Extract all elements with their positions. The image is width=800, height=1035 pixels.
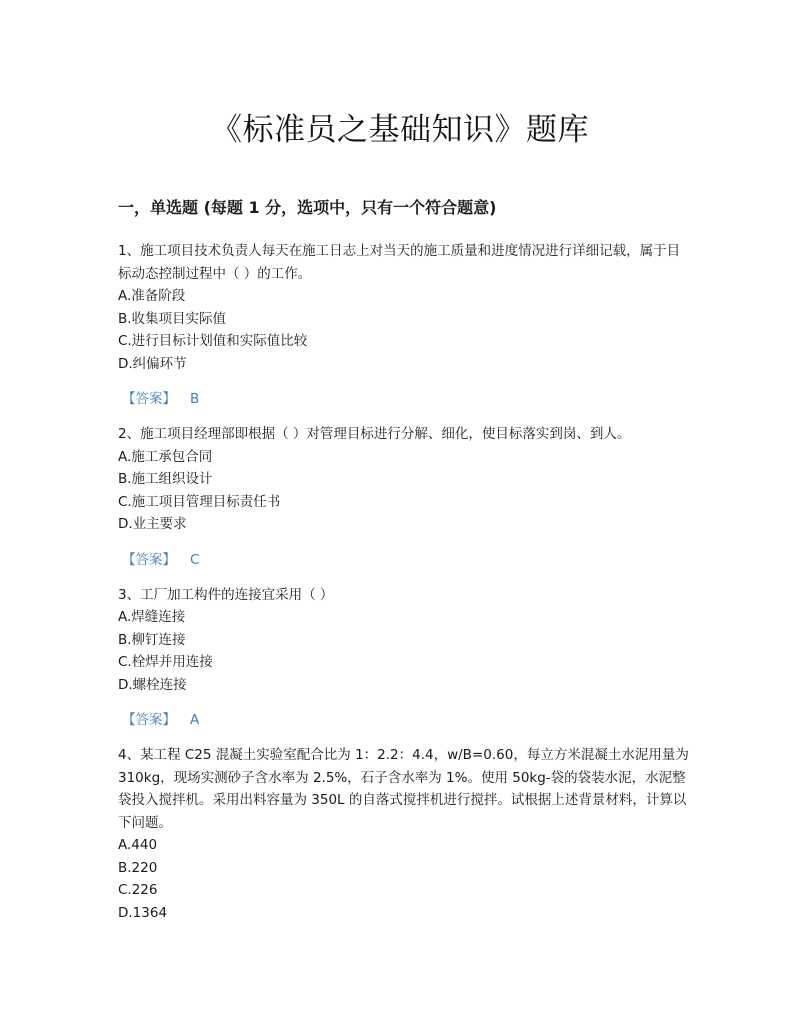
document-title: 《标准员之基础知识》题库 xyxy=(211,112,589,148)
answer-line xyxy=(122,549,690,571)
section-heading: 一，单选题 (每题 1 分，选项中，只有一个符合题意) xyxy=(118,198,497,217)
answer-value: C xyxy=(190,551,200,568)
question-2 xyxy=(118,423,690,571)
question-stem: 4、某工程 C25 混凝土实验室配合比为 1：2.2：4.4，w/B=0.60，每立方米混凝土水泥用量为 310kg，现场实测砂子含水率为 2.5%，石子含水率为 1%。使用 50kg-袋的袋装水泥，水泥整袋投入搅拌机。采用出料容量为 350L 的自落式搅拌机进行搅拌。试根据上述背景材料，计算以下问题。 xyxy=(118,747,689,831)
question-3 xyxy=(118,584,690,732)
question-stem: 1、施工项目技术负责人每天在施工日志上对当天的施工质量和进度情况进行详细记载，属于目标动态控制过程中（ ）的工作。 xyxy=(118,243,681,282)
answer-line xyxy=(122,709,690,731)
question-stem: 3、工厂加工构件的连接宜采用（ ） xyxy=(118,586,334,603)
option-d: D.螺栓连接 xyxy=(118,676,187,693)
option-b: B.220 xyxy=(118,859,158,876)
answer-label: 【答案】 xyxy=(122,712,176,728)
option-a: A.准备阶段 xyxy=(118,288,186,304)
question-1 xyxy=(118,240,690,410)
option-a: A.施工承包合同 xyxy=(118,448,213,465)
option-b: B.柳钉连接 xyxy=(118,631,186,648)
answer-label: 【答案】 xyxy=(122,551,176,568)
option-c: C.进行目标计划值和实际值比较 xyxy=(118,333,308,349)
answer-line xyxy=(122,388,690,410)
answer-value: A xyxy=(190,712,200,728)
option-c: C.施工项目管理目标责任书 xyxy=(118,493,281,510)
option-c: C.226 xyxy=(118,882,158,898)
answer-label: 【答案】 xyxy=(122,391,176,407)
question-list xyxy=(118,240,690,924)
question-stem: 2、施工项目经理部即根据（ ）对管理目标进行分解、细化，使目标落实到岗、到人。 xyxy=(118,426,631,442)
option-c: C.栓焊并用连接 xyxy=(118,654,213,670)
option-d: D.纠偏环节 xyxy=(118,355,187,372)
option-b: B.收集项目实际值 xyxy=(118,310,227,327)
option-d: D.业主要求 xyxy=(118,516,187,532)
option-b: B.施工组织设计 xyxy=(118,471,213,487)
question-4 xyxy=(118,744,690,924)
answer-value: B xyxy=(190,391,200,407)
option-d: D.1364 xyxy=(118,904,168,921)
option-a: A.焊缝连接 xyxy=(118,609,186,625)
option-a: A.440 xyxy=(118,837,158,853)
